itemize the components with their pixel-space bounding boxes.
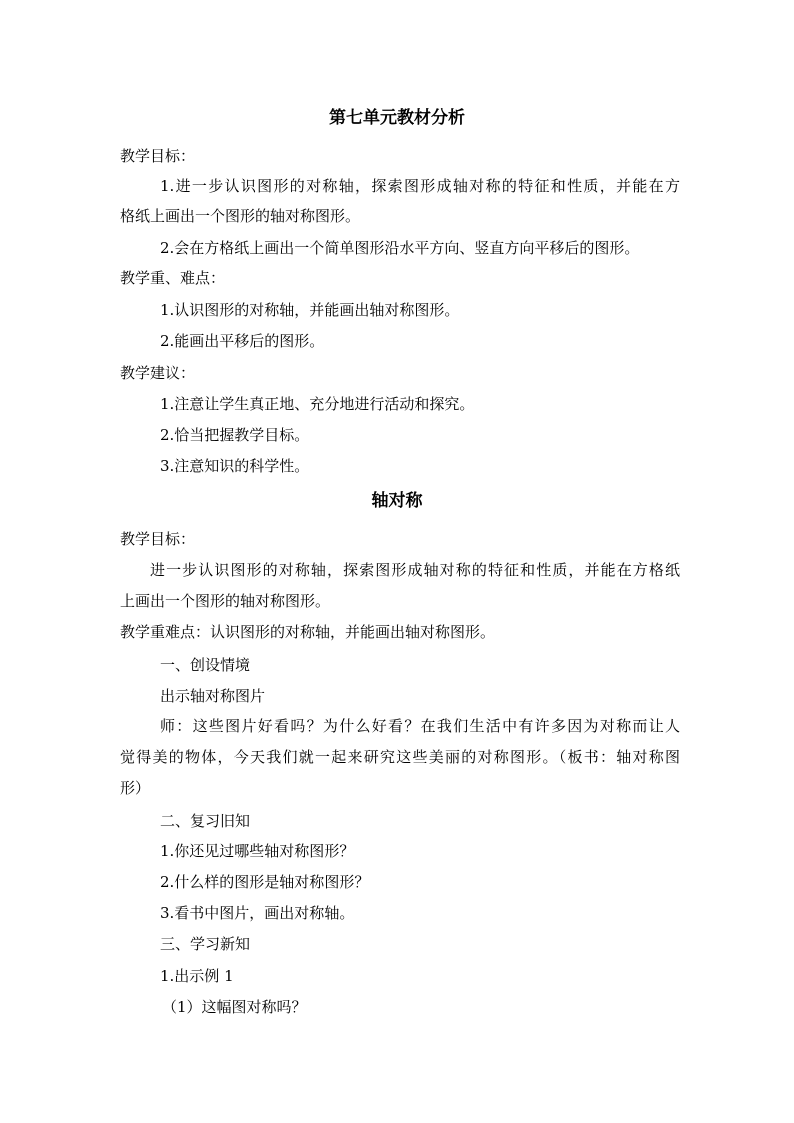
section-3-heading: 三、学习新知	[160, 935, 251, 953]
section-1-heading: 一、创设情境	[160, 656, 251, 674]
review-question-2: 2.什么样的图形是轴对称图形？	[160, 873, 370, 891]
lesson-goals-heading: 教学目标：	[120, 530, 196, 548]
teacher-line-1: 师：这些图片好看吗？为什么好看？在我们生活中有许多因为对称而让人	[160, 717, 680, 735]
teacher-line-2: 觉得美的物体，今天我们就一起来研究这些美丽的对称图形。（板书：轴对称图	[120, 748, 680, 766]
lesson-title: 轴对称	[371, 491, 423, 511]
unit-advice-heading: 教学建议：	[120, 364, 196, 382]
unit-key-heading: 教学重、难点：	[120, 269, 226, 287]
unit-goal-1-line-1: 1.进一步认识图形的对称轴，探索图形成轴对称的特征和性质，并能在方	[160, 177, 680, 195]
unit-goals-heading: 教学目标：	[120, 147, 196, 165]
unit-key-2: 2.能画出平移后的图形。	[160, 332, 325, 350]
unit-advice-2: 2.恰当把握教学目标。	[160, 426, 310, 444]
unit-advice-1: 1.注意让学生真正地、充分地进行活动和探究。	[160, 395, 475, 413]
lesson-key-points: 教学重难点：认识图形的对称轴，并能画出轴对称图形。	[120, 623, 496, 641]
lesson-goal-line-1: 进一步认识图形的对称轴，探索图形成轴对称的特征和性质，并能在方格纸	[150, 561, 680, 579]
unit-key-1: 1.认识图形的对称轴，并能画出轴对称图形。	[160, 301, 460, 319]
unit-goal-1-line-2: 格纸上画出一个图形的轴对称图形。	[120, 207, 361, 225]
teacher-line-3: 形）	[120, 779, 151, 797]
review-question-1: 1.你还见过哪些轴对称图形？	[160, 842, 355, 860]
section-2-heading: 二、复习旧知	[160, 812, 251, 830]
unit-advice-3: 3.注意知识的科学性。	[160, 457, 310, 475]
example-1-question-1: （1）这幅图对称吗？	[162, 998, 307, 1016]
example-1-label: 1.出示例 1	[160, 967, 234, 985]
lesson-goal-line-2: 上画出一个图形的轴对称图形。	[120, 592, 331, 610]
unit-title: 第七单元教材分析	[329, 108, 465, 128]
review-question-3: 3.看书中图片，画出对称轴。	[160, 904, 355, 922]
show-pictures-text: 出示轴对称图片	[160, 687, 266, 705]
unit-goal-2: 2.会在方格纸上画出一个简单图形沿水平方向、竖直方向平移后的图形。	[160, 239, 640, 257]
